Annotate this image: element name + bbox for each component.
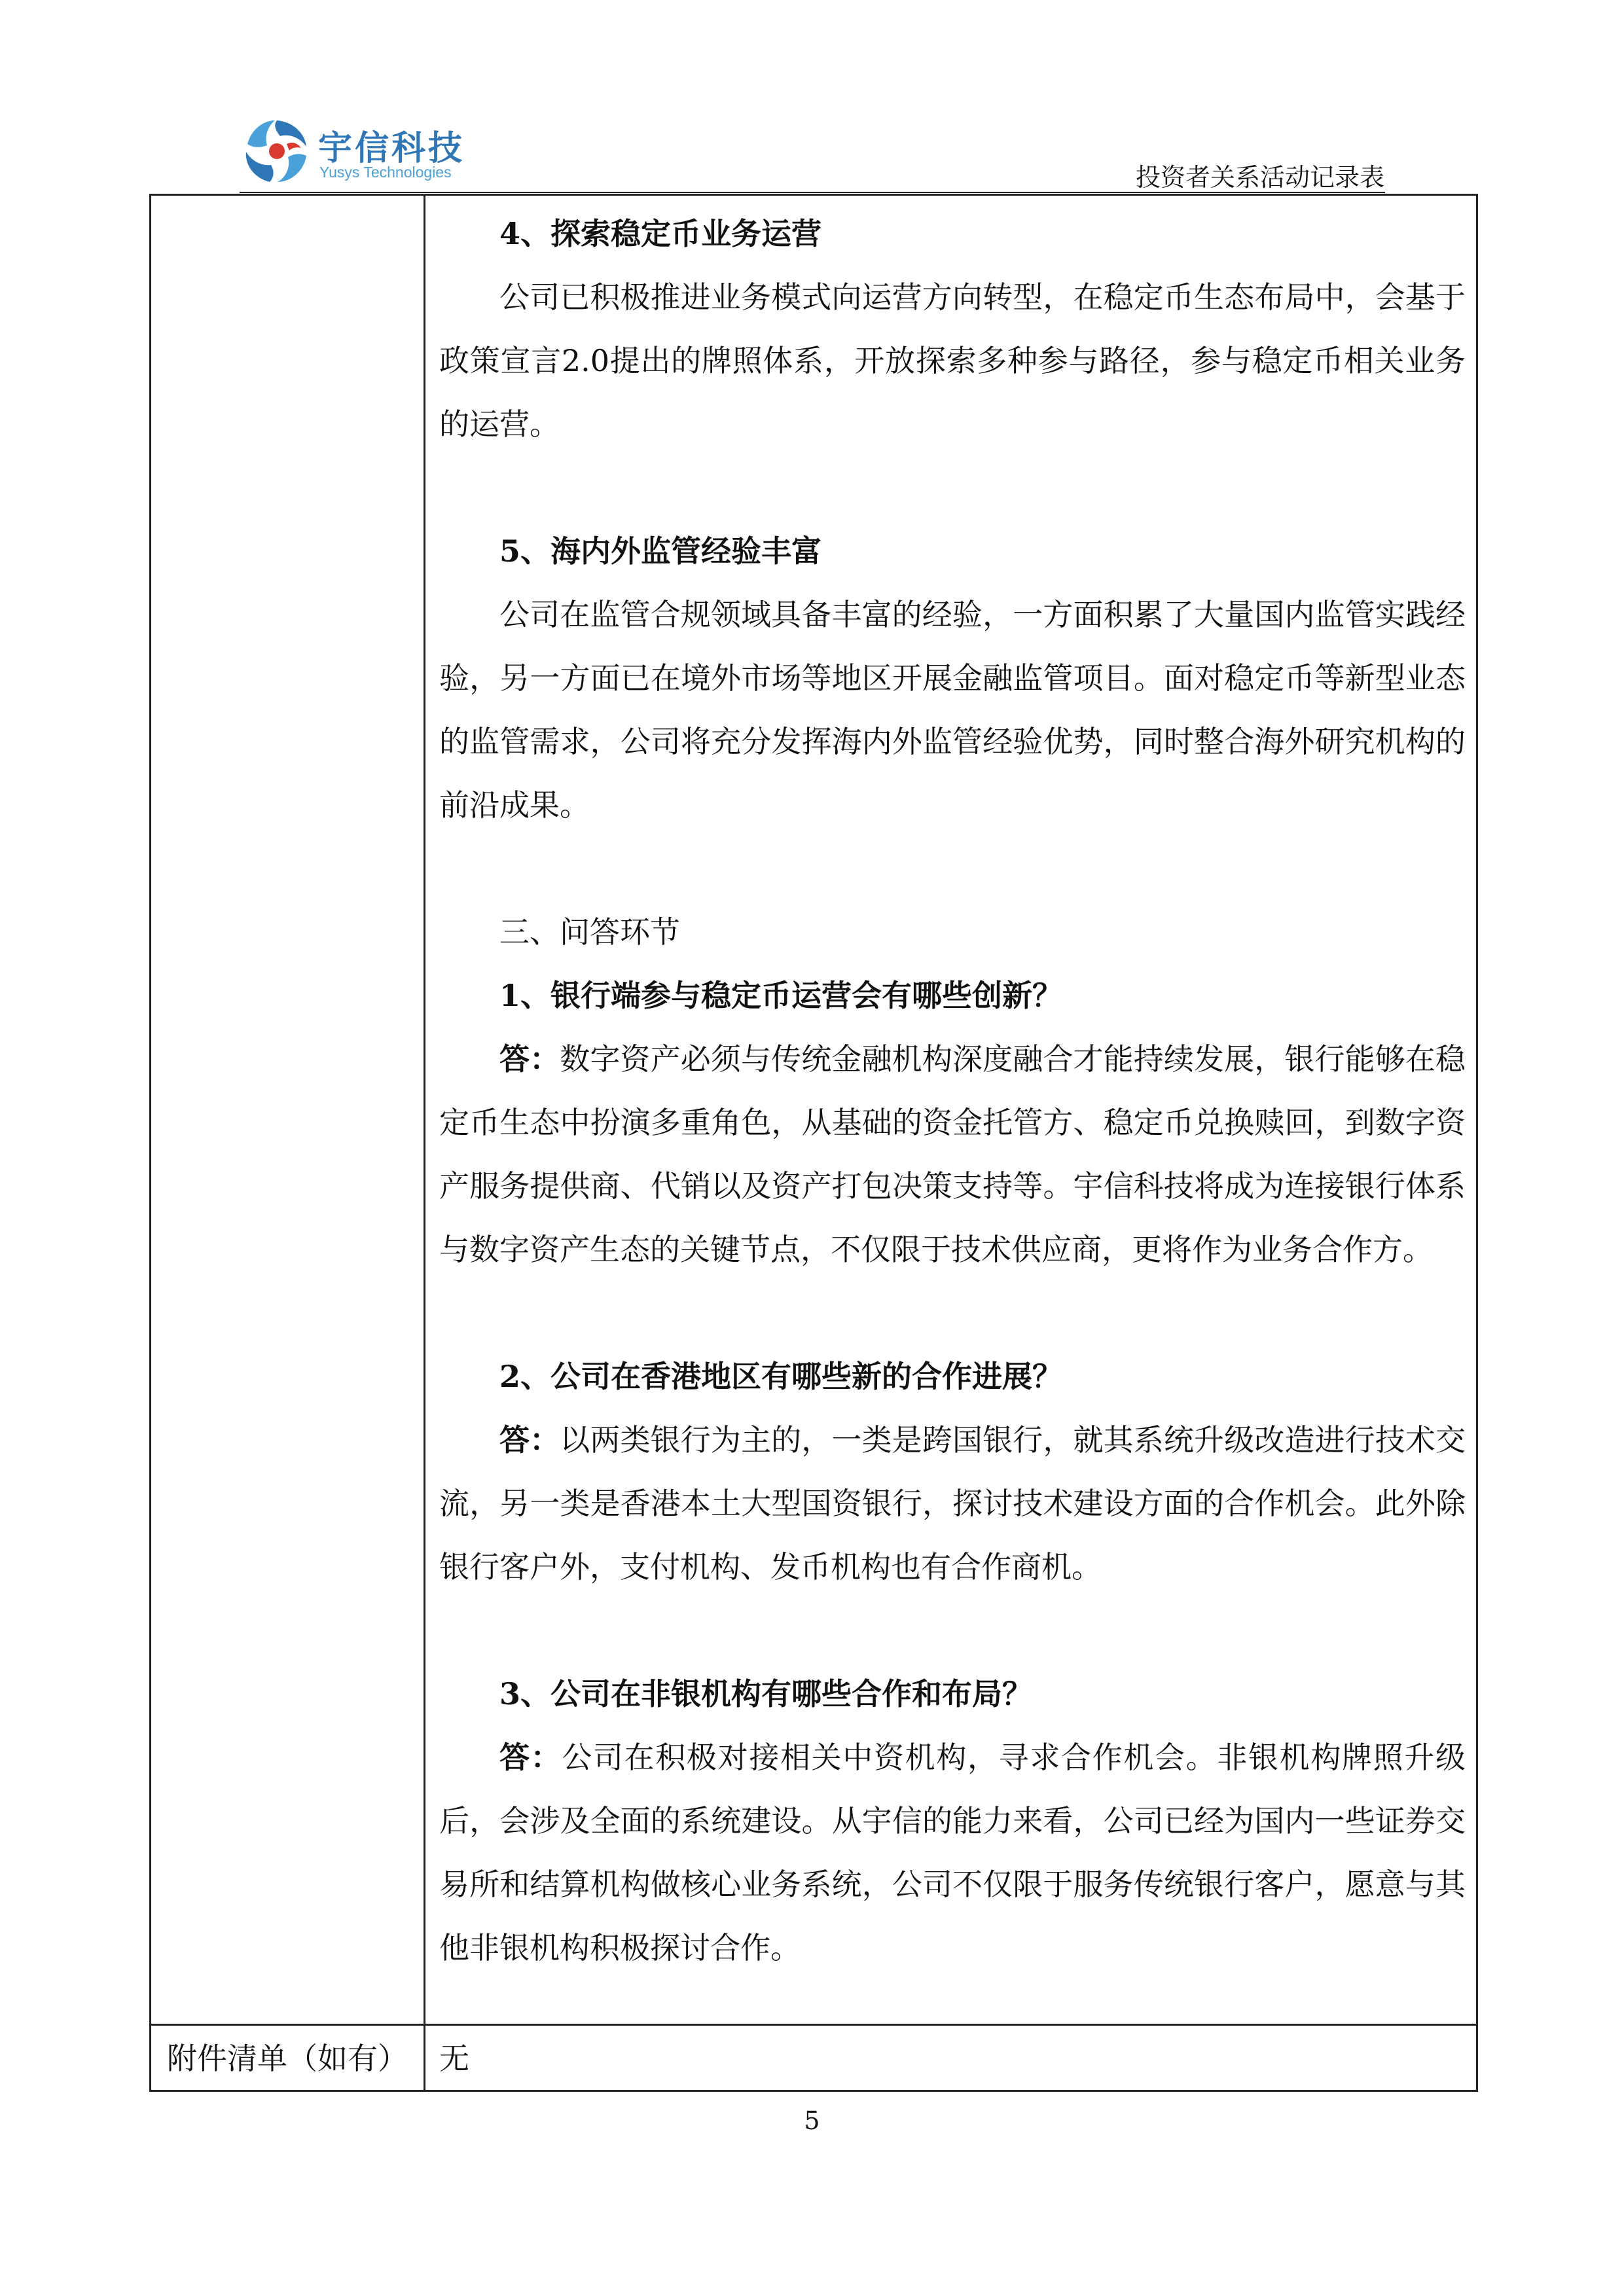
activity-content-cell: [439, 202, 1466, 1980]
column-divider: [424, 196, 425, 2090]
attachments-value: 无: [439, 2041, 469, 2076]
section-4-title: 4、探索稳定币业务运营: [499, 216, 822, 251]
question-2: 2、公司在香港地区有哪些新的合作进展？: [499, 1359, 1063, 1394]
qa-section-title: 三、问答环节: [499, 914, 680, 950]
spacer: [439, 1282, 1466, 1345]
answer-3: [439, 1726, 1466, 1980]
answer-label: 答：: [499, 1740, 562, 1775]
attachments-label: 附件清单（如有）: [167, 2041, 408, 2076]
question-3: 3、公司在非银机构有哪些合作和布局？: [499, 1676, 1033, 1712]
page-number: 5: [804, 2106, 820, 2135]
logo-english-name: Yusys Technologies: [319, 164, 452, 181]
question-1: 1、银行端参与稳定币运营会有哪些创新？: [499, 978, 1063, 1013]
section-4-body: 公司已积极推进业务模式向运营方向转型，在稳定币生态布局中，会基于政策宣言2.0提出的牌照体系，开放探索多种参与路径，参与稳定币相关业务的运营。: [439, 279, 1466, 442]
document-title: 投资者关系活动记录表: [1135, 163, 1384, 192]
answer-label: 答：: [499, 1041, 560, 1077]
company-logo: [241, 113, 465, 191]
answer-label: 答：: [499, 1422, 560, 1458]
spacer: [439, 837, 1466, 901]
record-table: [149, 194, 1478, 2092]
answer-2: [439, 1408, 1466, 1599]
yusys-logo-icon: [241, 115, 313, 187]
answer-1-text: 数字资产必须与传统金融机构深度融合才能持续发展，银行能够在稳定币生态中扮演多重角色，从基础的资金托管方、稳定币兑换赎回，到数字资产服务提供商、代销以及资产打包决策支持等。宇信科技将成为连接银行体系与数字资产生态的关键节点，不仅限于技术供应商，更将作为业务合作方。: [439, 1041, 1466, 1267]
answer-1: [439, 1028, 1466, 1282]
spacer: [439, 456, 1466, 520]
header-divider: [240, 192, 1385, 193]
answer-2-text: 以两类银行为主的，一类是跨国银行，就其系统升级改造进行技术交流，另一类是香港本土大型国资银行，探讨技术建设方面的合作机会。此外除银行客户外，支付机构、发币机构也有合作商机。: [439, 1422, 1466, 1585]
section-5-body: 公司在监管合规领域具备丰富的经验，一方面积累了大量国内监管实践经验，另一方面已在境外市场等地区开展金融监管项目。面对稳定币等新型业态的监管需求，公司将充分发挥海内外监管经验优势，同时整合海外研究机构的前沿成果。: [439, 597, 1466, 823]
logo-chinese-name: 宇信科技: [318, 129, 465, 168]
section-5-title: 5、海内外监管经验丰富: [499, 533, 822, 569]
answer-3-text: 公司在积极对接相关中资机构，寻求合作机会。非银机构牌照升级后，会涉及全面的系统建设。从宇信的能力来看，公司已经为国内一些证券交易所和结算机构做核心业务系统，公司不仅限于服务传统银行客户，愿意与其他非银机构积极探讨合作。: [439, 1740, 1466, 1965]
spacer: [439, 1599, 1466, 1662]
